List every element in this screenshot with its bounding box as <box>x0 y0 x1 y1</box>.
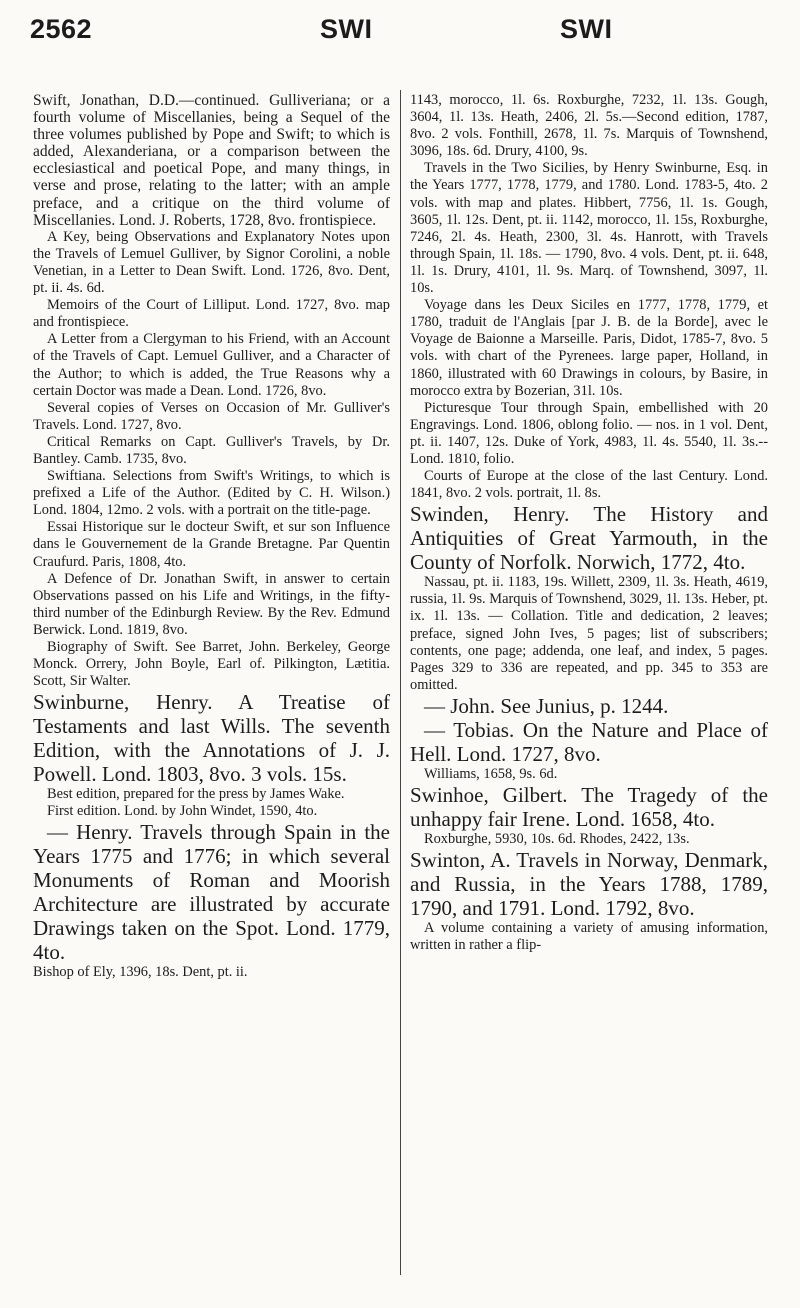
entry-paragraph: Memoirs of the Court of Lilliput. Lond. 1727, 8vo. map and frontispiece. <box>33 297 390 331</box>
entry-paragraph: Critical Remarks on Capt. Gulliver's Travels, by Dr. Bantley. Camb. 1735, 8vo. <box>33 433 390 467</box>
entry-paragraph: A volume containing a variety of amusing information, written in rather a flip- <box>410 920 768 954</box>
entry-paragraph: Swift, Jonathan, D.D.—continued. Gulliveriana; or a fourth volume of Miscellanies, being a Sequel of the three volumes published by Pope and Swift; to which is added, Alexanderiana, or a comparison between the ecclesiastical and poetical Pope, and many things, in verse and prose, relating to the latter; with an ample preface, and a critique on the third volume of Miscellanies. Lond. J. Roberts, 1728, 8vo. frontispiece. <box>33 92 390 229</box>
running-head <box>30 14 770 54</box>
entry-paragraph: Travels in the Two Sicilies, by Henry Swinburne, Esq. in the Years 1777, 1778, 1779, and 1780. Lond. 1783-5, 4to. 2 vols. with map and plates. Hibbert, 7756, 1l. 1s. Gough, 3605, 1l. 12s. Dent, pt. ii. 1142, morocco, 1l. 15s, Roxburghe, 7246, 2l. 4s. Heath, 2300, 3l. 4s. Hanrott, with Travels through Spain, 1l. 18s. — 1790, 8vo. 4 vols. Dent, pt. ii. 648, 1l. 1s. Drury, 4101, 1l. 9s. Marq. of Townshend, 3097, 1l. 10s. <box>410 160 768 297</box>
entry-paragraph: Swinden, Henry. The History and Antiquities of Great Yarmouth, in the County of Norfolk. Norwich, 1772, 4to. <box>410 502 768 575</box>
entry-paragraph: — Henry. Travels through Spain in the Years 1775 and 1776; in which several Monuments of Roman and Moorish Architecture are illustrated by accurate Drawings taken on the Spot. Lond. 1779, 4to. <box>33 820 390 965</box>
right-headword: SWI <box>560 14 613 44</box>
entry-paragraph: A Defence of Dr. Jonathan Swift, in answer to certain Observations passed on his Life and Writings, in the fifty-third number of the Edinburgh Review. By the Rev. Edmund Berwick. Lond. 1819, 8vo. <box>33 570 390 638</box>
left-column <box>33 92 390 982</box>
entry-paragraph: Swiftiana. Selections from Swift's Writings, to which is prefixed a Life of the Author. (Edited by C. H. Wilson.) Lond. 1804, 12mo. 2 vols. with a portrait on the title-page. <box>33 468 390 519</box>
entry-paragraph: Courts of Europe at the close of the last Century. Lond. 1841, 8vo. 2 vols. portrait, 1l. 8s. <box>410 468 768 502</box>
entry-paragraph: Swinhoe, Gilbert. The Tragedy of the unhappy fair Irene. Lond. 1658, 4to. <box>410 783 768 831</box>
entry-paragraph: Biography of Swift. See Barret, John. Berkeley, George Monck. Orrery, John Boyle, Earl of. Pilkington, Lætitia. Scott, Sir Walter. <box>33 639 390 690</box>
entry-paragraph: Bishop of Ely, 1396, 18s. Dent, pt. ii. <box>33 964 248 981</box>
entry-paragraph: A Key, being Observations and Explanatory Notes upon the Travels of Lemuel Gulliver, by Signor Corolini, a noble Venetian, in a Letter to Dean Swift. Lond. 1726, 8vo. Dent, pt. ii. 4s. 6d. <box>33 228 390 297</box>
entry-paragraph: Picturesque Tour through Spain, embellished with 20 Engravings. Lond. 1806, oblong folio. — nos. in 1 vol. Dent, pt. ii. 1407, 12s. Duke of York, 4983, 1l. 4s. 5540, 1l. 3s.--Lond. 1810, folio. <box>410 399 768 467</box>
entry-paragraph: Roxburghe, 5930, 10s. 6d. Rhodes, 2422, 13s. <box>424 831 690 847</box>
right-column <box>410 92 768 954</box>
entry-paragraph: 1143, morocco, 1l. 6s. Roxburghe, 7232, 1l. 13s. Gough, 3604, 1l. 13s. Heath, 2406, 2l. 5s.—Second edition, 1787, 8vo. 2 vols. Fonthill, 2678, 1l. 7s. Marquis of Townshend, 3096, 18s. 6d. Drury, 4100, 9s. <box>410 92 768 160</box>
entry-paragraph: Nassau, pt. ii. 1183, 19s. Willett, 2309, 1l. 3s. Heath, 4619, russia, 1l. 9s. Marquis of Townshend, 3029, 1l. 13s. Heber, pt. ix. 1l. 13s. — Collation. Title and dedication, 2 leaves; preface, signed John Ives, 5 pages; list of subscribers; contents, one page; addenda, one leaf, and index, 5 pages. Pages 329 to 336 are repeated, and pp. 345 to 353 are omitted. <box>410 574 768 693</box>
entry-paragraph: — Tobias. On the Nature and Place of Hell. Lond. 1727, 8vo. <box>410 717 768 766</box>
entry-paragraph: Essai Historique sur le docteur Swift, et sur son Influence dans le Gouvernement de la Grande Bretagne. Par Quentin Craufurd. Paris, 1808, 4to. <box>33 519 390 570</box>
entry-paragraph: Voyage dans les Deux Siciles en 1777, 1778, 1779, et 1780, traduit de l'Anglais [par J. B. de la Borde], avec le Voyage de Baionne a Marseille. Paris, Didot, 1785-7, 8vo. 5 vols. with chart of the Pyrenees. large paper, Holland, in 1860, illustrated with 60 Drawings in colours, by Basire, in morocco extra by Bozerian, 31l. 10s. <box>410 297 768 399</box>
entry-paragraph: — John. See Junius, p. 1244. <box>424 693 669 718</box>
entry-paragraph: Several copies of Verses on Occasion of Mr. Gulliver's Travels. Lond. 1727, 8vo. <box>33 399 390 433</box>
entry-paragraph: A Letter from a Clergyman to his Friend, with an Account of the Travels of Capt. Lemuel Gulliver, and a Character of the Author; to which is added, the True Reasons why a certain Doctor was made a Dean. Lond. 1726, 8vo. <box>33 331 390 399</box>
entry-paragraph: Swinburne, Henry. A Treatise of Testaments and last Wills. The seventh Edition, with the Annotations of J. J. Powell. Lond. 1803, 8vo. 3 vols. 15s. <box>33 690 390 787</box>
column-divider <box>400 90 401 1275</box>
page-number: 2562 <box>30 14 93 44</box>
entry-paragraph: Swinton, A. Travels in Norway, Denmark, and Russia, in the Years 1788, 1789, 1790, and 1791. Lond. 1792, 8vo. <box>410 848 768 921</box>
entry-paragraph: Best edition, prepared for the press by James Wake. <box>47 786 345 803</box>
left-headword: SWI <box>320 14 373 44</box>
entry-paragraph: Williams, 1658, 9s. 6d. <box>424 765 558 782</box>
entry-paragraph: First edition. Lond. by John Windet, 1590, 4to. <box>47 803 318 820</box>
